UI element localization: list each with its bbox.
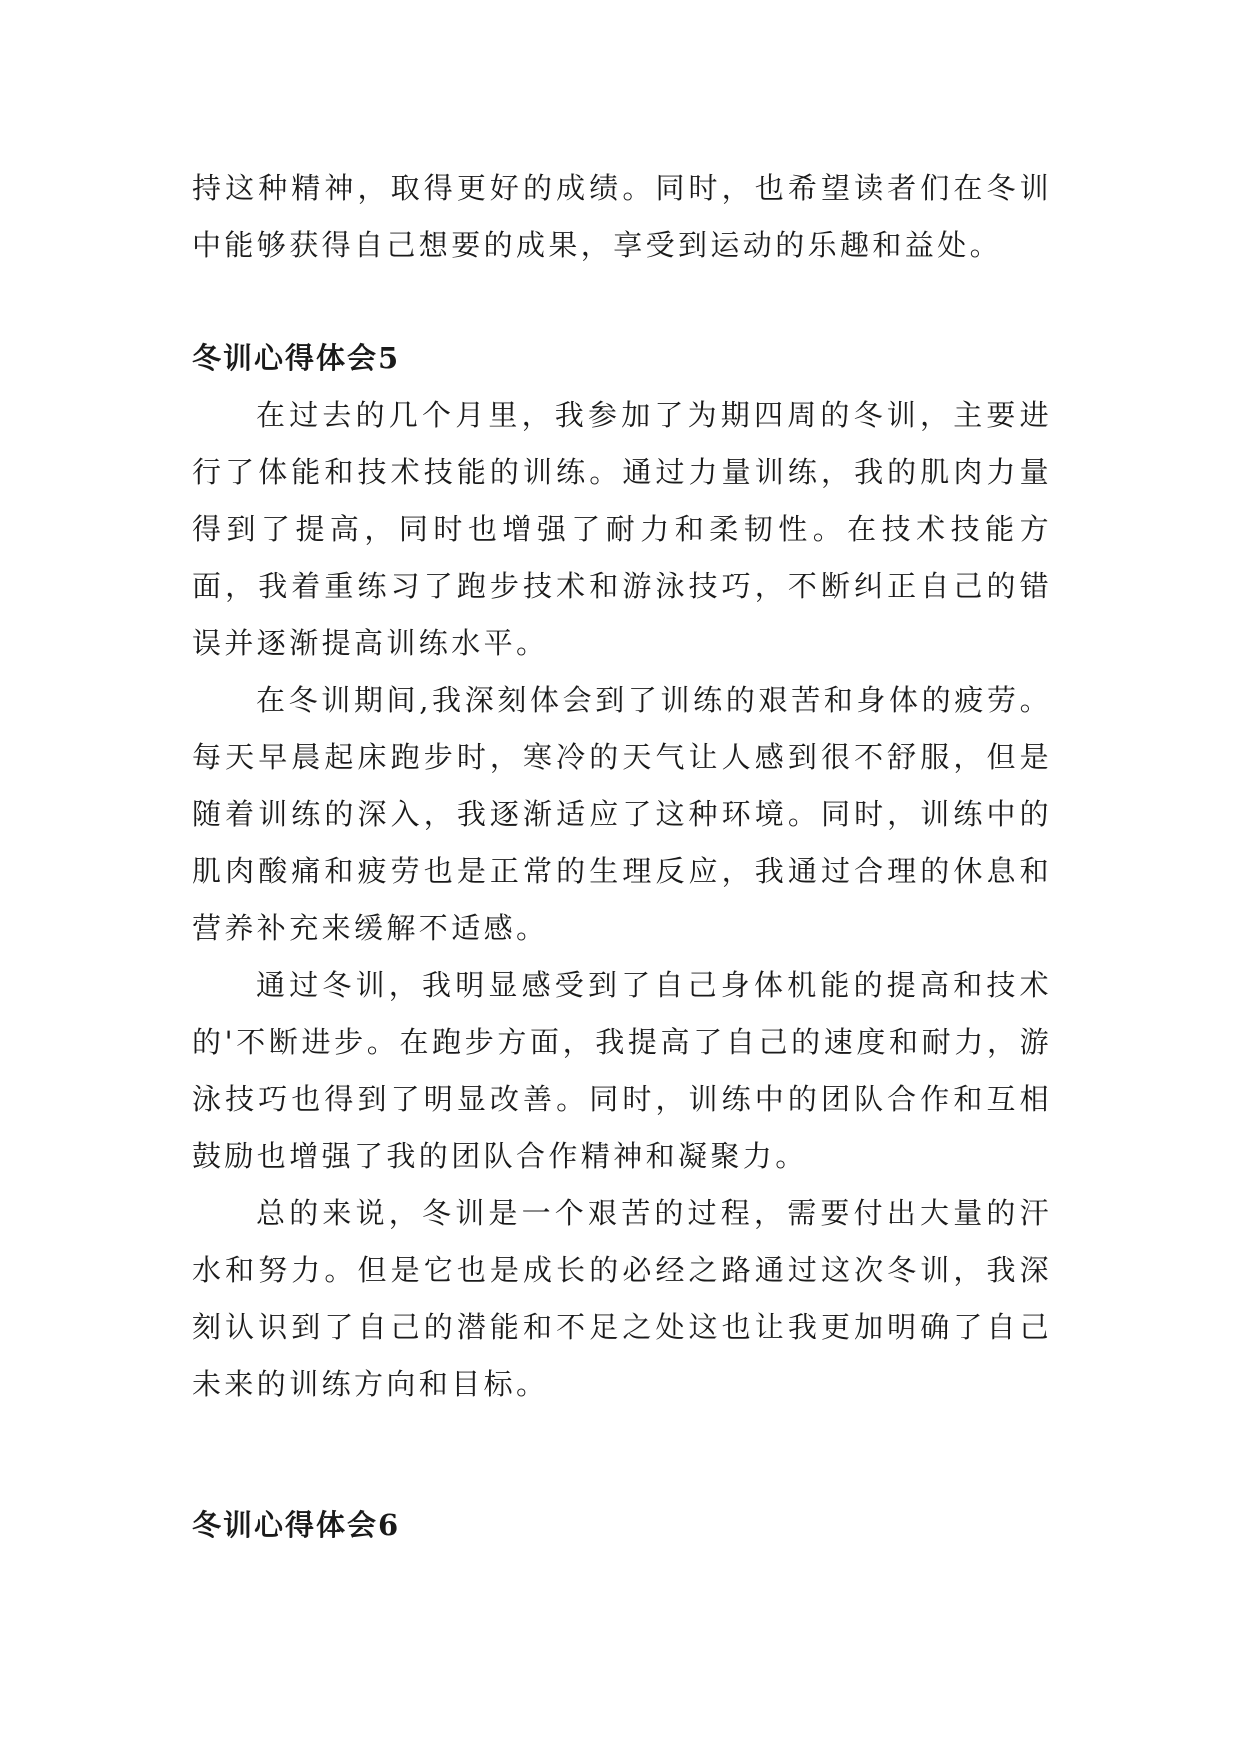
section-5-paragraph-4: 总的来说，冬训是一个艰苦的过程，需要付出大量的汗水和努力。但是它也是成长的必经之路通过这次冬训，我深刻认识到了自己的潜能和不足之处这也让我更加明确了自己未来的训练方向和目标。 (192, 1196, 1052, 1401)
intro-paragraph: 持这种精神，取得更好的成绩。同时，也希望读者们在冬训中能够获得自己想要的成果，享受到运动的乐趣和益处。 (192, 171, 1052, 262)
section-6-heading: 冬训心得体会6 (192, 1508, 401, 1542)
section-5-paragraph-3: 通过冬训，我明显感受到了自己身体机能的提高和技术的'不断进步。在跑步方面，我提高了自己的速度和耐力，游泳技巧也得到了明显改善。同时，训练中的团队合作和互相鼓励也增强了我的团队合作精神和凝聚力。 (192, 968, 1052, 1173)
section-5-paragraph-1: 在过去的几个月里，我参加了为期四周的冬训，主要进行了体能和技术技能的训练。通过力量训练，我的肌肉力量得到了提高，同时也增强了耐力和柔韧性。在技术技能方面，我着重练习了跑步技术和游泳技巧，不断纠正自己的错误并逐渐提高训练水平。 (192, 398, 1052, 660)
section-5-paragraph-2: 在冬训期间,我深刻体会到了训练的艰苦和身体的疲劳。每天早晨起床跑步时，寒冷的天气让人感到很不舒服，但是随着训练的深入，我逐渐适应了这种环境。同时，训练中的肌肉酸痛和疲劳也是正常的生理反应，我通过合理的休息和营养补充来缓解不适感。 (192, 683, 1052, 945)
section-5-heading: 冬训心得体会5 (192, 341, 401, 375)
document-page (192, 160, 1052, 1554)
